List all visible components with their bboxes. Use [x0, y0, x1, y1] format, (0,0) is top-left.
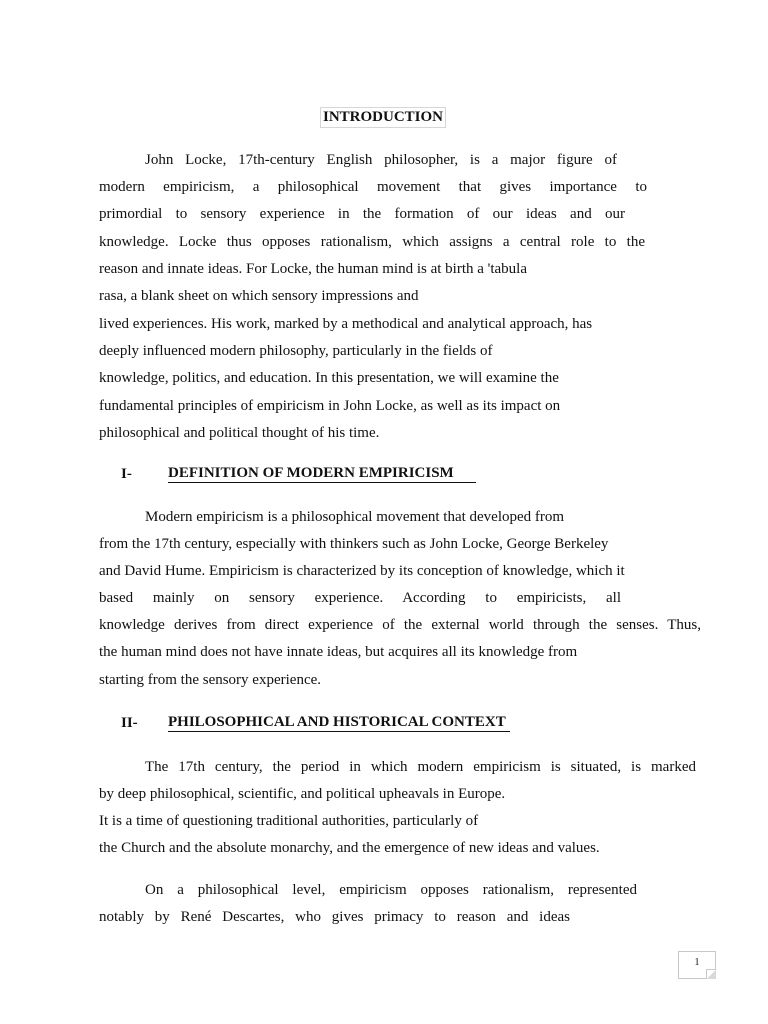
page-title: INTRODUCTION [320, 107, 446, 128]
text-line: by deep philosophical, scientific, and political upheavals in Europe. [99, 786, 506, 802]
text-line: based mainly on sensory experience. According to empiricists, all [99, 590, 621, 606]
text-line: It is a time of questioning traditional authorities, particularly of [99, 813, 479, 829]
text-line: and David Hume. Empiricism is characterized by its conception of knowledge, which it [99, 563, 625, 579]
text-line: knowledge. Locke thus opposes rationalism, which assigns a central role to the [99, 234, 645, 250]
page-number-box [678, 951, 716, 979]
text-line: knowledge, politics, and education. In this presentation, we will examine the [99, 370, 559, 386]
text-line: from the 17th century, especially with thinkers such as John Locke, George Berkeley [99, 536, 609, 552]
text-line: deeply influenced modern philosophy, particularly in the fields of [99, 343, 493, 359]
text-line: starting from the sensory experience. [99, 672, 322, 688]
text-line: On a philosophical level, empiricism opposes rationalism, represented [145, 882, 637, 898]
text-line: John Locke, 17th-century English philosopher, is a major figure of [145, 152, 617, 168]
text-line: knowledge derives from direct experience of the external world through the senses. Thus, [99, 617, 701, 633]
page-number: 1 [694, 957, 700, 968]
text-line: fundamental principles of empiricism in John Locke, as well as its impact on [99, 398, 561, 414]
text-line: rasa, a blank sheet on which sensory impressions and [99, 288, 419, 304]
text-line: lived experiences. His work, marked by a methodical and analytical approach, has [99, 316, 593, 332]
page-curl-icon [706, 969, 716, 979]
text-line: The 17th century, the period in which modern empiricism is situated, is marked [145, 759, 696, 775]
section-title: PHILOSOPHICAL AND HISTORICAL CONTEXT [168, 713, 510, 732]
text-line: reason and innate ideas. For Locke, the human mind is at birth a 'tabula [99, 261, 527, 277]
text-line: the human mind does not have innate ideas, but acquires all its knowledge from [99, 644, 578, 660]
text-line: notably by René Descartes, who gives primacy to reason and ideas [99, 909, 570, 925]
section-number: I- [121, 466, 132, 482]
text-line: the Church and the absolute monarchy, and the emergence of new ideas and values. [99, 840, 600, 856]
section-number: II- [121, 715, 138, 731]
section-title: DEFINITION OF MODERN EMPIRICISM [168, 464, 476, 483]
text-line: philosophical and political thought of his time. [99, 425, 380, 441]
text-line: primordial to sensory experience in the formation of our ideas and our [99, 206, 625, 222]
text-line: modern empiricism, a philosophical movement that gives importance to [99, 179, 647, 195]
text-line: Modern empiricism is a philosophical movement that developed from [145, 509, 565, 525]
